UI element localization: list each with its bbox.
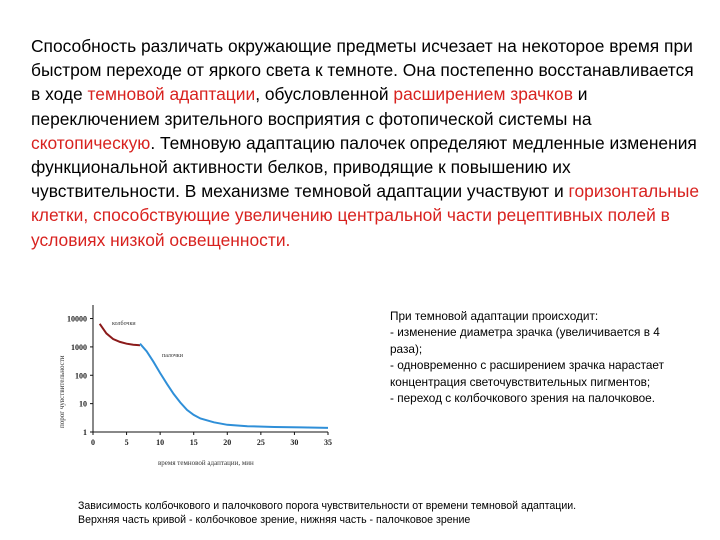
text-segment: . Темновую адаптацию палочек определяют медленные изменения функциональной активности белков, приводящие к повышению их чувствительности. В механизме темновой адаптации участвуют и — [31, 132, 697, 202]
cone-curve — [100, 324, 140, 345]
figure-caption — [78, 499, 698, 527]
main-paragraph — [31, 34, 701, 252]
side-note — [390, 308, 680, 406]
x-axis-label: время темновой адаптации, мин — [158, 459, 254, 467]
y-tick-label: 1000 — [71, 342, 87, 352]
term-dark-adaptation: темновой адаптации — [87, 84, 256, 105]
text-segment: , обусловленной — [255, 84, 394, 105]
x-tick-label: 35 — [324, 438, 332, 447]
y-tick-label: 1 — [83, 428, 87, 437]
x-tick-label: 30 — [290, 438, 299, 447]
side-note-item: - переход с колбочкового зрения на палочковое. — [390, 391, 655, 406]
caption-line: Зависимость колбочкового и палочкового порога чувствительности от времени темновой адаптации. — [78, 500, 577, 512]
x-tick-label: 25 — [256, 438, 265, 447]
y-axis-label: порог чувствительности — [58, 355, 66, 428]
side-note-title: При темновой адаптации происходит: — [390, 309, 599, 323]
y-tick-label: 10 — [79, 399, 87, 409]
x-tick-label: 20 — [223, 438, 232, 447]
x-tick-label: 5 — [124, 438, 129, 447]
side-note-item: - одновременно с расширением зрачка нарастает концентрация светочувствительных пигментов; — [390, 358, 664, 389]
side-note-item: - изменение диаметра зрачка (увеличивается в 4 раза); — [390, 325, 660, 356]
x-tick-label: 0 — [91, 438, 95, 447]
term-scotopic: скотопическую — [31, 132, 151, 153]
caption-line: Верхняя часть кривой - колбочковое зрение, нижняя часть - палочковое зрение — [78, 514, 471, 526]
term-horizontal-cells: горизонтальные клетки, способствующие увеличению центральной части рецептивных полей в условиях низкой освещенности. — [31, 181, 700, 250]
text-segment: Способность различать окружающие предметы исчезает на некоторое время при быстром переходе от яркого света к темноте. Она постепенно восстанавливается в ходе — [31, 36, 694, 105]
dark-adaptation-chart — [40, 300, 350, 480]
term-pupil-dilation: расширением зрачков — [393, 84, 573, 105]
cone-series-label: колбочки — [112, 321, 136, 327]
x-tick-label: 15 — [189, 438, 198, 447]
x-tick-label: 10 — [156, 438, 165, 447]
rod-series-label: палочки — [162, 353, 183, 359]
text-segment: и переключением зрительного восприятия с фотопической системы на — [31, 84, 592, 129]
y-tick-label: 100 — [75, 371, 87, 381]
y-tick-label: 10000 — [67, 314, 87, 324]
